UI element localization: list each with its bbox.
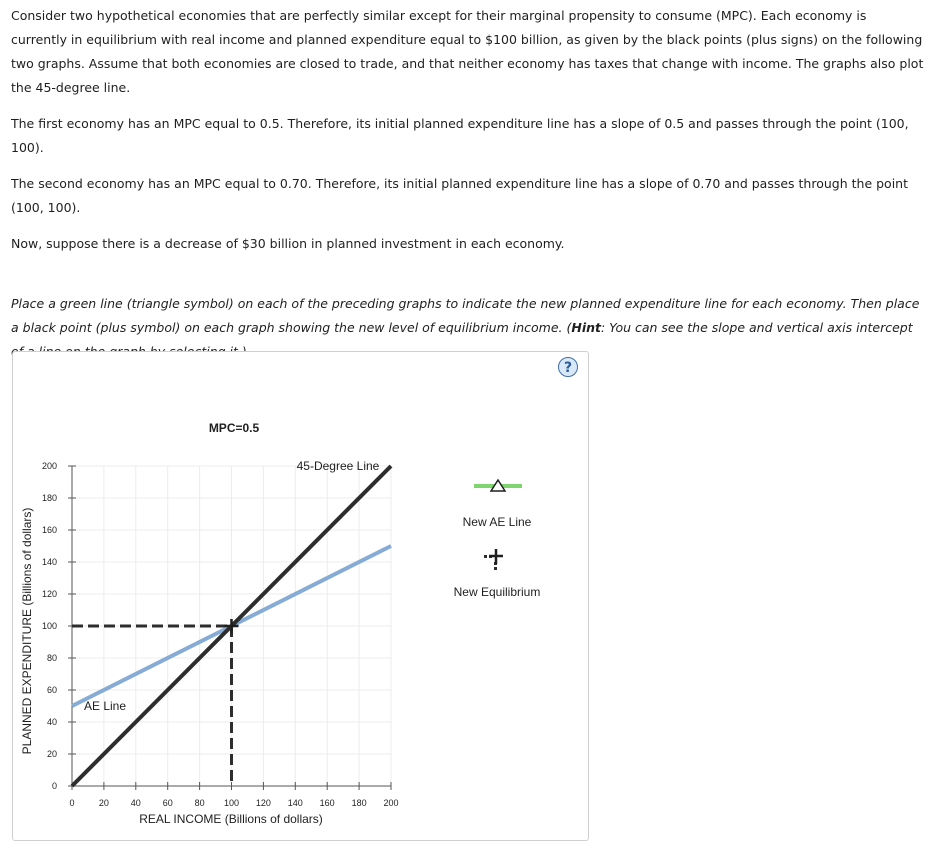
- y-axis-label: PLANNED EXPENDITURE (Billions of dollars): [20, 507, 34, 755]
- x-tick-label: 180: [351, 798, 367, 808]
- series-label-ae-line: AE Line: [84, 699, 127, 713]
- y-tick-label: 0: [51, 781, 57, 791]
- y-tick-label: 180: [41, 493, 57, 503]
- y-tick-label: 140: [41, 557, 57, 567]
- new-equilibrium-tool[interactable]: [484, 549, 503, 570]
- y-tick-label: 120: [41, 589, 57, 599]
- prompt-paragraph-2: The first economy has an MPC equal to 0.5. Therefore, its initial planned expenditure line has a slope of 0.5 and passes through the point (100, 100).: [11, 116, 909, 155]
- new-ae-line-tool[interactable]: [474, 480, 522, 491]
- x-tick-label: 200: [383, 798, 399, 808]
- y-tick-label: 40: [46, 717, 57, 727]
- chart-title: MPC=0.5: [208, 421, 260, 435]
- x-tick-label: 80: [194, 798, 205, 808]
- x-tick-label: 0: [69, 798, 75, 808]
- y-tick-label: 20: [46, 749, 57, 759]
- y-tick-label: 80: [46, 653, 57, 663]
- x-tick-label: 160: [319, 798, 335, 808]
- x-tick-label: 120: [255, 798, 271, 808]
- x-tick-label: 40: [130, 798, 141, 808]
- x-tick-label: 140: [287, 798, 303, 808]
- x-axis-label: REAL INCOME (Billions of dollars): [139, 812, 323, 826]
- instruction-text-2: : You can see the slope and vertical axis intercept: [601, 320, 913, 335]
- y-tick-label: 60: [46, 685, 57, 695]
- prompt-paragraph-1: Consider two hypothetical economies that are perfectly similar except for their marginal propensity to consume (MPC). Each economy is currently in equilibrium with real income and planned expenditure equal to $100 billion, as given by the black points (plus signs) on the following two graphs. Assume that both economies are closed to trade, and that neither economy has taxes that change with income. The graphs also plot the 45-degree line.: [11, 8, 924, 95]
- dash-segment-icon: [484, 555, 487, 558]
- series-label-45-degree: 45-Degree Line: [296, 459, 380, 473]
- help-button[interactable]: ?: [558, 357, 578, 377]
- x-tick-label: 60: [162, 798, 173, 808]
- y-tick-label: 100: [41, 621, 57, 631]
- dash-segment-icon: [494, 567, 497, 570]
- new-equilibrium-tool-label: New Equilibrium: [453, 585, 541, 599]
- instruction-hint: Hint: [571, 320, 601, 335]
- x-tick-label: 100: [223, 798, 240, 808]
- y-tick-label: 200: [41, 461, 57, 471]
- instruction-text-1: Place a green line (triangle symbol) on each of the preceding graphs to indicate the new planned expenditure line for each economy. Then place a black point (plus symbol) on each graph showing the new level of equilibrium income. (: [11, 296, 920, 335]
- prompt-paragraph-3: The second economy has an MPC equal to 0.70. Therefore, its initial planned expenditure line has a slope of 0.70 and passes through the point (100, 100).: [11, 176, 908, 215]
- y-tick-label: 160: [41, 525, 57, 535]
- x-tick-label: 20: [98, 798, 109, 808]
- prompt-paragraph-4: Now, suppose there is a decrease of $30 billion in planned investment in each economy.: [11, 236, 565, 251]
- new-ae-line-tool-label: New AE Line: [462, 515, 532, 529]
